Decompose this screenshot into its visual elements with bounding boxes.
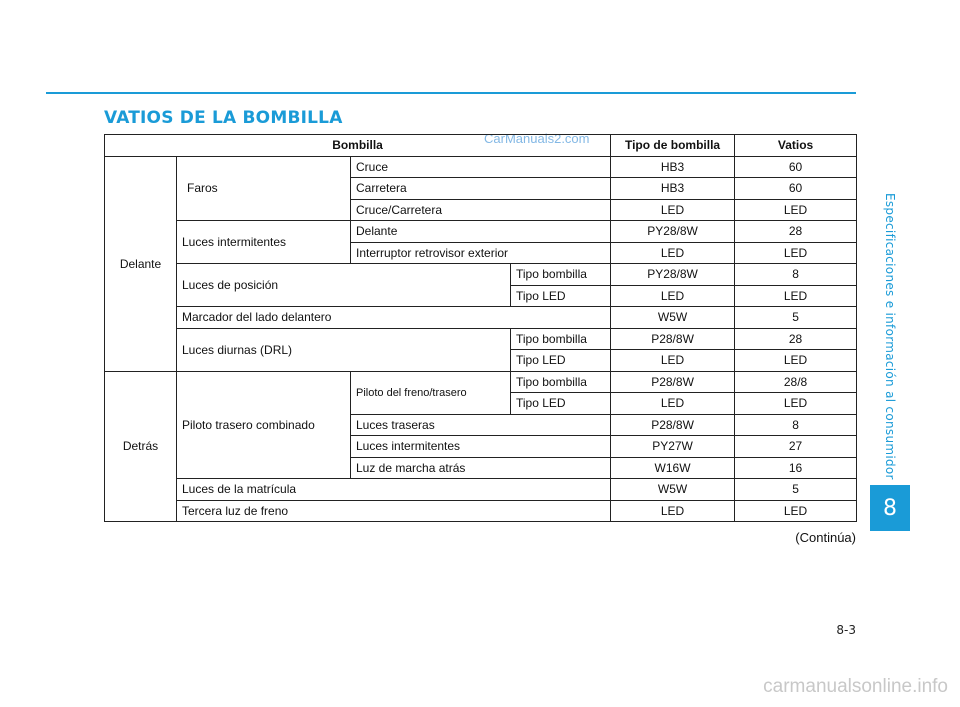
table-row [105, 156, 857, 178]
group-front: Delante [105, 156, 177, 371]
row-name: Tipo bombilla [511, 264, 611, 286]
row-name: Tipo LED [511, 393, 611, 415]
header-watts: Vatios [735, 135, 857, 157]
group-faros: Faros [177, 156, 351, 221]
row-type: HB3 [611, 156, 735, 178]
row-type: LED [611, 242, 735, 264]
group-piloto: Piloto trasero combinado [177, 371, 351, 479]
bulb-wattage-table [104, 134, 857, 522]
row-watts: LED [735, 242, 857, 264]
row-name: Carretera [351, 178, 611, 200]
side-chapter-title [880, 192, 900, 480]
table-row [105, 500, 857, 522]
row-type: PY28/8W [611, 221, 735, 243]
row-type: P28/8W [611, 328, 735, 350]
row-type: LED [611, 350, 735, 372]
row-watts: 5 [735, 307, 857, 329]
row-watts: 28/8 [735, 371, 857, 393]
row-watts: 28 [735, 221, 857, 243]
group-intermitentes: Luces intermitentes [177, 221, 351, 264]
group-posicion: Luces de posición [177, 264, 511, 307]
group-drl: Luces diurnas (DRL) [177, 328, 511, 371]
row-watts: LED [735, 500, 857, 522]
watermark-top: CarManuals2.com [484, 131, 590, 146]
row-name: Tipo LED [511, 350, 611, 372]
row-watts: 27 [735, 436, 857, 458]
table-row [105, 307, 857, 329]
table-row [105, 328, 857, 350]
row-marcador: Marcador del lado delantero [177, 307, 611, 329]
table-row [105, 479, 857, 501]
row-type: P28/8W [611, 414, 735, 436]
row-matricula: Luces de la matrícula [177, 479, 611, 501]
row-watts: LED [735, 393, 857, 415]
row-name: Interruptor retrovisor exterior [351, 242, 611, 264]
top-rule [46, 92, 856, 94]
row-watts: LED [735, 350, 857, 372]
row-type: LED [611, 393, 735, 415]
chapter-tab[interactable] [870, 485, 910, 531]
row-type: LED [611, 500, 735, 522]
group-rear: Detrás [105, 371, 177, 522]
row-name: Tipo bombilla [511, 328, 611, 350]
row-tercera: Tercera luz de freno [177, 500, 611, 522]
row-type: W5W [611, 307, 735, 329]
row-name: Luz de marcha atrás [351, 457, 611, 479]
chapter-number: 8 [883, 495, 897, 521]
row-type: HB3 [611, 178, 735, 200]
row-watts: LED [735, 285, 857, 307]
row-watts: 8 [735, 264, 857, 286]
header-type: Tipo de bombilla [611, 135, 735, 157]
row-name: Delante [351, 221, 611, 243]
row-watts: 8 [735, 414, 857, 436]
table-row [105, 264, 857, 286]
row-watts: LED [735, 199, 857, 221]
row-watts: 16 [735, 457, 857, 479]
row-type: LED [611, 285, 735, 307]
continued-label: (Continúa) [795, 530, 856, 545]
side-chapter-text: Especificaciones e información al consumidor [883, 192, 897, 480]
row-name: Tipo bombilla [511, 371, 611, 393]
table-row [105, 371, 857, 393]
row-type: LED [611, 199, 735, 221]
row-name: Cruce/Carretera [351, 199, 611, 221]
row-watts: 28 [735, 328, 857, 350]
table-header-row [105, 135, 857, 157]
row-type: W5W [611, 479, 735, 501]
watermark-bottom: carmanualsonline.info [763, 676, 948, 697]
row-watts: 5 [735, 479, 857, 501]
section-title: VATIOS DE LA BOMBILLA [104, 108, 343, 128]
row-name: Luces traseras [351, 414, 611, 436]
row-type: PY27W [611, 436, 735, 458]
group-freno: Piloto del freno/trasero [351, 371, 511, 414]
row-type: PY28/8W [611, 264, 735, 286]
row-watts: 60 [735, 178, 857, 200]
row-type: W16W [611, 457, 735, 479]
row-name: Tipo LED [511, 285, 611, 307]
table-row [105, 221, 857, 243]
header-bulb: Bombilla [105, 135, 611, 157]
row-watts: 60 [735, 156, 857, 178]
page-number: 8-3 [836, 623, 856, 637]
row-type: P28/8W [611, 371, 735, 393]
row-name: Luces intermitentes [351, 436, 611, 458]
row-name: Cruce [351, 156, 611, 178]
